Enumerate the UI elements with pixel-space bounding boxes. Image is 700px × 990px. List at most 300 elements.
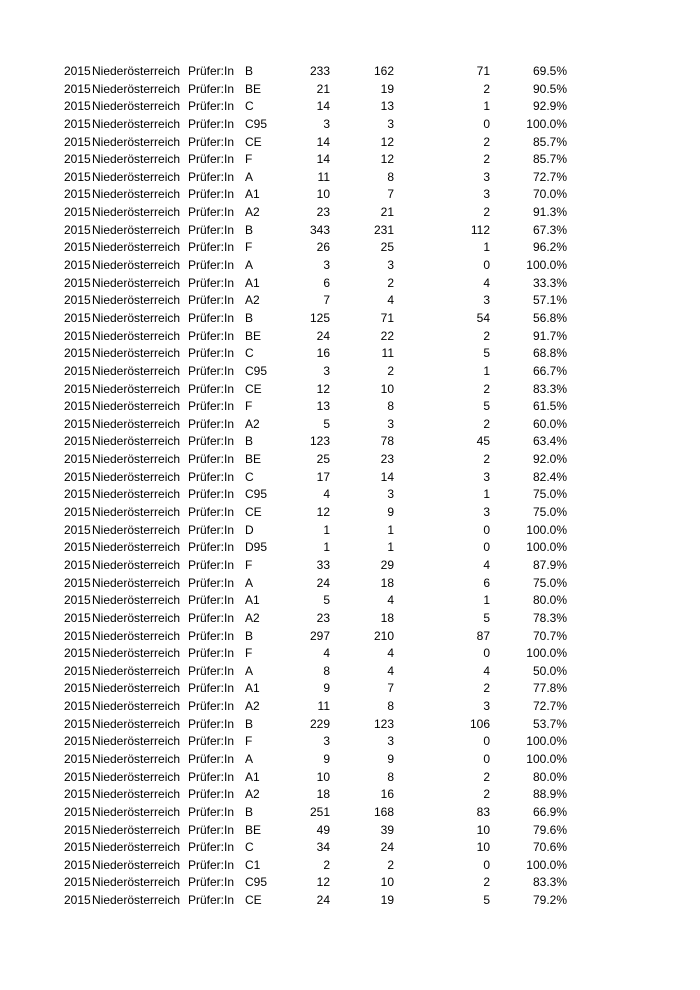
cell-year: 2015 xyxy=(64,751,91,766)
cell-failed: 2 xyxy=(483,875,490,890)
cell-passed: 123 xyxy=(373,716,394,731)
cell-role: Prüfer:In xyxy=(188,293,235,308)
table-row xyxy=(64,822,584,840)
cell-total: 3 xyxy=(323,734,330,749)
cell-pass-rate: 100.0% xyxy=(526,734,567,749)
cell-failed: 2 xyxy=(483,416,490,431)
cell-license-class: A xyxy=(245,258,254,273)
cell-license-class: B xyxy=(245,434,254,449)
cell-region: Niederösterreich xyxy=(92,205,181,220)
table-row xyxy=(64,645,584,663)
cell-region: Niederösterreich xyxy=(92,787,181,802)
cell-license-class: F xyxy=(245,734,253,749)
cell-passed: 8 xyxy=(387,699,394,714)
cell-failed: 71 xyxy=(476,64,490,78)
cell-total: 9 xyxy=(323,751,330,766)
cell-region: Niederösterreich xyxy=(92,751,181,766)
cell-pass-rate: 79.2% xyxy=(532,893,567,908)
cell-failed: 3 xyxy=(483,169,490,184)
table-row xyxy=(64,769,584,787)
cell-passed: 18 xyxy=(380,610,394,625)
cell-failed: 3 xyxy=(483,505,490,520)
cell-passed: 24 xyxy=(380,840,394,855)
cell-role: Prüfer:In xyxy=(188,840,235,855)
cell-region: Niederösterreich xyxy=(92,310,181,325)
cell-role: Prüfer:In xyxy=(188,610,235,625)
cell-role: Prüfer:In xyxy=(188,99,235,114)
cell-year: 2015 xyxy=(64,99,91,114)
cell-license-class: A xyxy=(245,169,254,184)
cell-failed: 5 xyxy=(483,893,490,908)
cell-failed: 2 xyxy=(483,769,490,784)
table-row xyxy=(64,151,584,169)
cell-pass-rate: 66.7% xyxy=(532,363,567,378)
cell-region: Niederösterreich xyxy=(92,381,181,396)
table-row xyxy=(64,716,584,734)
cell-region: Niederösterreich xyxy=(92,81,181,96)
cell-passed: 14 xyxy=(380,469,394,484)
cell-pass-rate: 75.0% xyxy=(532,505,567,520)
cell-failed: 1 xyxy=(483,99,490,114)
cell-total: 4 xyxy=(323,487,330,502)
cell-license-class: A1 xyxy=(245,769,260,784)
cell-total: 1 xyxy=(323,522,330,537)
cell-role: Prüfer:In xyxy=(188,452,235,467)
cell-pass-rate: 91.3% xyxy=(532,205,567,220)
cell-pass-rate: 75.0% xyxy=(532,487,567,502)
cell-year: 2015 xyxy=(64,452,91,467)
cell-role: Prüfer:In xyxy=(188,875,235,890)
cell-pass-rate: 100.0% xyxy=(526,646,567,661)
cell-license-class: CE xyxy=(245,505,262,520)
cell-pass-rate: 70.6% xyxy=(532,840,567,855)
cell-role: Prüfer:In xyxy=(188,628,235,643)
cell-passed: 7 xyxy=(387,187,394,202)
cell-region: Niederösterreich xyxy=(92,152,181,167)
cell-year: 2015 xyxy=(64,434,91,449)
cell-failed: 112 xyxy=(470,222,490,237)
cell-pass-rate: 67.3% xyxy=(532,222,567,237)
cell-license-class: BE xyxy=(245,81,262,96)
cell-passed: 4 xyxy=(387,663,394,678)
cell-total: 9 xyxy=(323,681,330,696)
cell-pass-rate: 75.0% xyxy=(532,575,567,590)
cell-region: Niederösterreich xyxy=(92,593,181,608)
cell-region: Niederösterreich xyxy=(92,699,181,714)
cell-failed: 2 xyxy=(483,681,490,696)
cell-pass-rate: 83.3% xyxy=(532,381,567,396)
table-row xyxy=(64,239,584,257)
cell-year: 2015 xyxy=(64,381,91,396)
cell-year: 2015 xyxy=(64,346,91,361)
cell-year: 2015 xyxy=(64,610,91,625)
table-row xyxy=(64,63,584,81)
cell-passed: 11 xyxy=(381,346,394,361)
cell-role: Prüfer:In xyxy=(188,646,235,661)
cell-year: 2015 xyxy=(64,804,91,819)
cell-license-class: A xyxy=(245,751,254,766)
cell-failed: 2 xyxy=(483,205,490,220)
cell-total: 24 xyxy=(316,893,330,908)
cell-failed: 2 xyxy=(483,381,490,396)
cell-failed: 3 xyxy=(483,699,490,714)
cell-license-class: A1 xyxy=(245,593,260,608)
cell-year: 2015 xyxy=(64,363,91,378)
cell-role: Prüfer:In xyxy=(188,557,235,572)
cell-passed: 2 xyxy=(387,275,394,290)
cell-license-class: F xyxy=(245,240,253,255)
cell-region: Niederösterreich xyxy=(92,505,181,520)
cell-passed: 19 xyxy=(380,81,394,96)
cell-pass-rate: 50.0% xyxy=(532,663,567,678)
cell-year: 2015 xyxy=(64,557,91,572)
cell-passed: 25 xyxy=(380,240,394,255)
cell-year: 2015 xyxy=(64,822,91,837)
cell-role: Prüfer:In xyxy=(188,751,235,766)
cell-failed: 2 xyxy=(483,452,490,467)
cell-passed: 21 xyxy=(380,205,394,220)
cell-license-class: A2 xyxy=(245,610,260,625)
cell-year: 2015 xyxy=(64,663,91,678)
cell-total: 14 xyxy=(316,134,330,149)
cell-year: 2015 xyxy=(64,734,91,749)
cell-region: Niederösterreich xyxy=(92,822,181,837)
cell-pass-rate: 66.9% xyxy=(532,804,567,819)
cell-role: Prüfer:In xyxy=(188,469,235,484)
cell-license-class: B xyxy=(245,628,254,643)
cell-failed: 3 xyxy=(483,187,490,202)
cell-year: 2015 xyxy=(64,893,91,908)
cell-total: 3 xyxy=(323,258,330,273)
cell-license-class: D xyxy=(245,522,254,537)
cell-license-class: BE xyxy=(245,328,262,343)
cell-role: Prüfer:In xyxy=(188,363,235,378)
cell-license-class: F xyxy=(245,646,253,661)
cell-license-class: A2 xyxy=(245,293,260,308)
cell-year: 2015 xyxy=(64,840,91,855)
cell-license-class: A xyxy=(245,575,254,590)
cell-license-class: A1 xyxy=(245,681,260,696)
cell-passed: 1 xyxy=(387,540,394,555)
cell-passed: 4 xyxy=(387,646,394,661)
cell-pass-rate: 100.0% xyxy=(526,540,567,555)
cell-year: 2015 xyxy=(64,716,91,731)
cell-role: Prüfer:In xyxy=(188,893,235,908)
cell-role: Prüfer:In xyxy=(188,169,235,184)
cell-failed: 6 xyxy=(483,575,490,590)
cell-role: Prüfer:In xyxy=(188,699,235,714)
cell-pass-rate: 63.4% xyxy=(532,434,567,449)
cell-region: Niederösterreich xyxy=(92,875,181,890)
cell-region: Niederösterreich xyxy=(92,857,181,872)
cell-total: 343 xyxy=(309,222,330,237)
cell-pass-rate: 69.5% xyxy=(532,64,567,78)
cell-passed: 2 xyxy=(387,363,394,378)
cell-year: 2015 xyxy=(64,205,91,220)
cell-role: Prüfer:In xyxy=(188,857,235,872)
cell-region: Niederösterreich xyxy=(92,116,181,131)
cell-passed: 162 xyxy=(373,64,394,78)
cell-region: Niederösterreich xyxy=(92,646,181,661)
cell-passed: 13 xyxy=(380,99,394,114)
cell-license-class: C xyxy=(245,840,254,855)
table-row xyxy=(64,416,584,434)
table-row xyxy=(64,451,584,469)
cell-passed: 3 xyxy=(387,487,394,502)
cell-region: Niederösterreich xyxy=(92,99,181,114)
cell-region: Niederösterreich xyxy=(92,328,181,343)
cell-license-class: A xyxy=(245,663,254,678)
cell-year: 2015 xyxy=(64,275,91,290)
cell-role: Prüfer:In xyxy=(188,593,235,608)
cell-pass-rate: 56.8% xyxy=(532,310,567,325)
table-row xyxy=(64,486,584,504)
cell-failed: 3 xyxy=(483,293,490,308)
cell-total: 34 xyxy=(316,840,330,855)
cell-failed: 2 xyxy=(483,134,490,149)
table-row xyxy=(64,751,584,769)
table-row xyxy=(64,433,584,451)
cell-passed: 168 xyxy=(373,804,394,819)
cell-region: Niederösterreich xyxy=(92,487,181,502)
cell-pass-rate: 92.0% xyxy=(532,452,567,467)
cell-role: Prüfer:In xyxy=(188,205,235,220)
cell-passed: 8 xyxy=(387,769,394,784)
table-row xyxy=(64,398,584,416)
cell-failed: 0 xyxy=(483,522,490,537)
cell-passed: 29 xyxy=(380,557,394,572)
table-row xyxy=(64,116,584,134)
cell-passed: 9 xyxy=(387,751,394,766)
cell-region: Niederösterreich xyxy=(92,540,181,555)
cell-pass-rate: 70.7% xyxy=(532,628,567,643)
cell-pass-rate: 82.4% xyxy=(532,469,567,484)
cell-license-class: B xyxy=(245,222,254,237)
cell-total: 33 xyxy=(316,557,330,572)
cell-year: 2015 xyxy=(64,134,91,149)
cell-license-class: F xyxy=(245,557,253,572)
cell-role: Prüfer:In xyxy=(188,134,235,149)
cell-year: 2015 xyxy=(64,64,91,78)
cell-region: Niederösterreich xyxy=(92,416,181,431)
table-row xyxy=(64,628,584,646)
cell-license-class: C95 xyxy=(245,116,268,131)
cell-failed: 0 xyxy=(483,646,490,661)
cell-total: 14 xyxy=(316,99,330,114)
cell-passed: 16 xyxy=(380,787,394,802)
cell-role: Prüfer:In xyxy=(188,663,235,678)
table-row xyxy=(64,786,584,804)
cell-failed: 2 xyxy=(483,787,490,802)
cell-license-class: A1 xyxy=(245,187,260,202)
cell-year: 2015 xyxy=(64,152,91,167)
cell-total: 23 xyxy=(316,610,330,625)
cell-year: 2015 xyxy=(64,593,91,608)
cell-total: 24 xyxy=(316,575,330,590)
cell-total: 2 xyxy=(323,857,330,872)
cell-passed: 4 xyxy=(387,593,394,608)
cell-region: Niederösterreich xyxy=(92,557,181,572)
cell-failed: 0 xyxy=(483,857,490,872)
cell-pass-rate: 100.0% xyxy=(526,751,567,766)
cell-year: 2015 xyxy=(64,699,91,714)
cell-role: Prüfer:In xyxy=(188,434,235,449)
cell-region: Niederösterreich xyxy=(92,716,181,731)
cell-pass-rate: 53.7% xyxy=(532,716,567,731)
cell-total: 10 xyxy=(316,187,330,202)
cell-pass-rate: 100.0% xyxy=(526,116,567,131)
cell-failed: 0 xyxy=(483,540,490,555)
cell-region: Niederösterreich xyxy=(92,610,181,625)
cell-role: Prüfer:In xyxy=(188,487,235,502)
cell-failed: 10 xyxy=(476,822,490,837)
cell-region: Niederösterreich xyxy=(92,169,181,184)
cell-region: Niederösterreich xyxy=(92,893,181,908)
cell-year: 2015 xyxy=(64,505,91,520)
cell-year: 2015 xyxy=(64,399,91,414)
cell-region: Niederösterreich xyxy=(92,134,181,149)
table-row xyxy=(64,804,584,822)
cell-license-class: A1 xyxy=(245,275,260,290)
table-row xyxy=(64,680,584,698)
cell-total: 1 xyxy=(323,540,330,555)
cell-region: Niederösterreich xyxy=(92,575,181,590)
table-row xyxy=(64,328,584,346)
cell-region: Niederösterreich xyxy=(92,452,181,467)
cell-pass-rate: 77.8% xyxy=(532,681,567,696)
cell-total: 21 xyxy=(316,81,330,96)
cell-total: 24 xyxy=(316,328,330,343)
cell-passed: 3 xyxy=(387,416,394,431)
cell-failed: 4 xyxy=(483,275,490,290)
cell-region: Niederösterreich xyxy=(92,363,181,378)
cell-year: 2015 xyxy=(64,628,91,643)
cell-pass-rate: 92.9% xyxy=(532,99,567,114)
cell-role: Prüfer:In xyxy=(188,681,235,696)
cell-role: Prüfer:In xyxy=(188,152,235,167)
cell-license-class: A2 xyxy=(245,699,260,714)
cell-passed: 10 xyxy=(380,381,394,396)
cell-total: 233 xyxy=(309,64,330,78)
cell-passed: 23 xyxy=(380,452,394,467)
cell-failed: 3 xyxy=(483,469,490,484)
cell-region: Niederösterreich xyxy=(92,187,181,202)
cell-license-class: B xyxy=(245,804,254,819)
cell-passed: 4 xyxy=(387,293,394,308)
cell-pass-rate: 80.0% xyxy=(532,769,567,784)
cell-license-class: A2 xyxy=(245,205,260,220)
cell-license-class: C xyxy=(245,469,254,484)
cell-license-class: F xyxy=(245,152,253,167)
cell-failed: 5 xyxy=(483,399,490,414)
cell-failed: 4 xyxy=(483,557,490,572)
cell-pass-rate: 96.2% xyxy=(532,240,567,255)
cell-year: 2015 xyxy=(64,522,91,537)
cell-failed: 45 xyxy=(476,434,490,449)
cell-total: 229 xyxy=(309,716,330,731)
cell-total: 251 xyxy=(309,804,330,819)
table-row xyxy=(64,98,584,116)
cell-role: Prüfer:In xyxy=(188,522,235,537)
cell-year: 2015 xyxy=(64,787,91,802)
cell-passed: 19 xyxy=(380,893,394,908)
cell-failed: 4 xyxy=(483,663,490,678)
cell-failed: 1 xyxy=(483,240,490,255)
table-row xyxy=(64,522,584,540)
cell-passed: 18 xyxy=(380,575,394,590)
cell-failed: 5 xyxy=(483,346,490,361)
cell-total: 3 xyxy=(323,116,330,131)
cell-role: Prüfer:In xyxy=(188,804,235,819)
cell-failed: 2 xyxy=(483,152,490,167)
cell-role: Prüfer:In xyxy=(188,769,235,784)
cell-license-class: C1 xyxy=(245,857,261,872)
cell-failed: 1 xyxy=(483,593,490,608)
cell-passed: 231 xyxy=(373,222,394,237)
cell-role: Prüfer:In xyxy=(188,275,235,290)
cell-role: Prüfer:In xyxy=(188,716,235,731)
cell-failed: 87 xyxy=(476,628,490,643)
cell-total: 8 xyxy=(323,663,330,678)
cell-year: 2015 xyxy=(64,240,91,255)
cell-year: 2015 xyxy=(64,681,91,696)
cell-total: 13 xyxy=(316,399,330,414)
table-row xyxy=(64,557,584,575)
cell-total: 25 xyxy=(316,452,330,467)
cell-passed: 12 xyxy=(380,152,394,167)
cell-total: 12 xyxy=(316,381,330,396)
cell-license-class: B xyxy=(245,310,254,325)
table-row xyxy=(64,575,584,593)
table-row xyxy=(64,169,584,187)
cell-region: Niederösterreich xyxy=(92,663,181,678)
cell-failed: 2 xyxy=(483,81,490,96)
cell-region: Niederösterreich xyxy=(92,840,181,855)
cell-role: Prüfer:In xyxy=(188,505,235,520)
cell-year: 2015 xyxy=(64,857,91,872)
cell-passed: 1 xyxy=(387,522,394,537)
cell-year: 2015 xyxy=(64,769,91,784)
table-row xyxy=(64,610,584,628)
cell-total: 12 xyxy=(316,505,330,520)
cell-year: 2015 xyxy=(64,169,91,184)
cell-passed: 2 xyxy=(387,857,394,872)
cell-license-class: CE xyxy=(245,134,262,149)
cell-year: 2015 xyxy=(64,646,91,661)
cell-license-class: BE xyxy=(245,822,262,837)
cell-year: 2015 xyxy=(64,222,91,237)
cell-role: Prüfer:In xyxy=(188,328,235,343)
cell-failed: 0 xyxy=(483,734,490,749)
cell-year: 2015 xyxy=(64,187,91,202)
cell-year: 2015 xyxy=(64,540,91,555)
cell-license-class: A2 xyxy=(245,416,260,431)
cell-license-class: B xyxy=(245,716,254,731)
cell-total: 6 xyxy=(323,275,330,290)
cell-total: 11 xyxy=(317,169,330,184)
cell-total: 10 xyxy=(316,769,330,784)
cell-passed: 3 xyxy=(387,116,394,131)
cell-role: Prüfer:In xyxy=(188,258,235,273)
cell-role: Prüfer:In xyxy=(188,381,235,396)
cell-region: Niederösterreich xyxy=(92,293,181,308)
cell-passed: 22 xyxy=(380,328,394,343)
cell-pass-rate: 57.1% xyxy=(532,293,567,308)
cell-pass-rate: 72.7% xyxy=(532,169,567,184)
cell-pass-rate: 100.0% xyxy=(526,258,567,273)
cell-passed: 10 xyxy=(380,875,394,890)
cell-year: 2015 xyxy=(64,258,91,273)
